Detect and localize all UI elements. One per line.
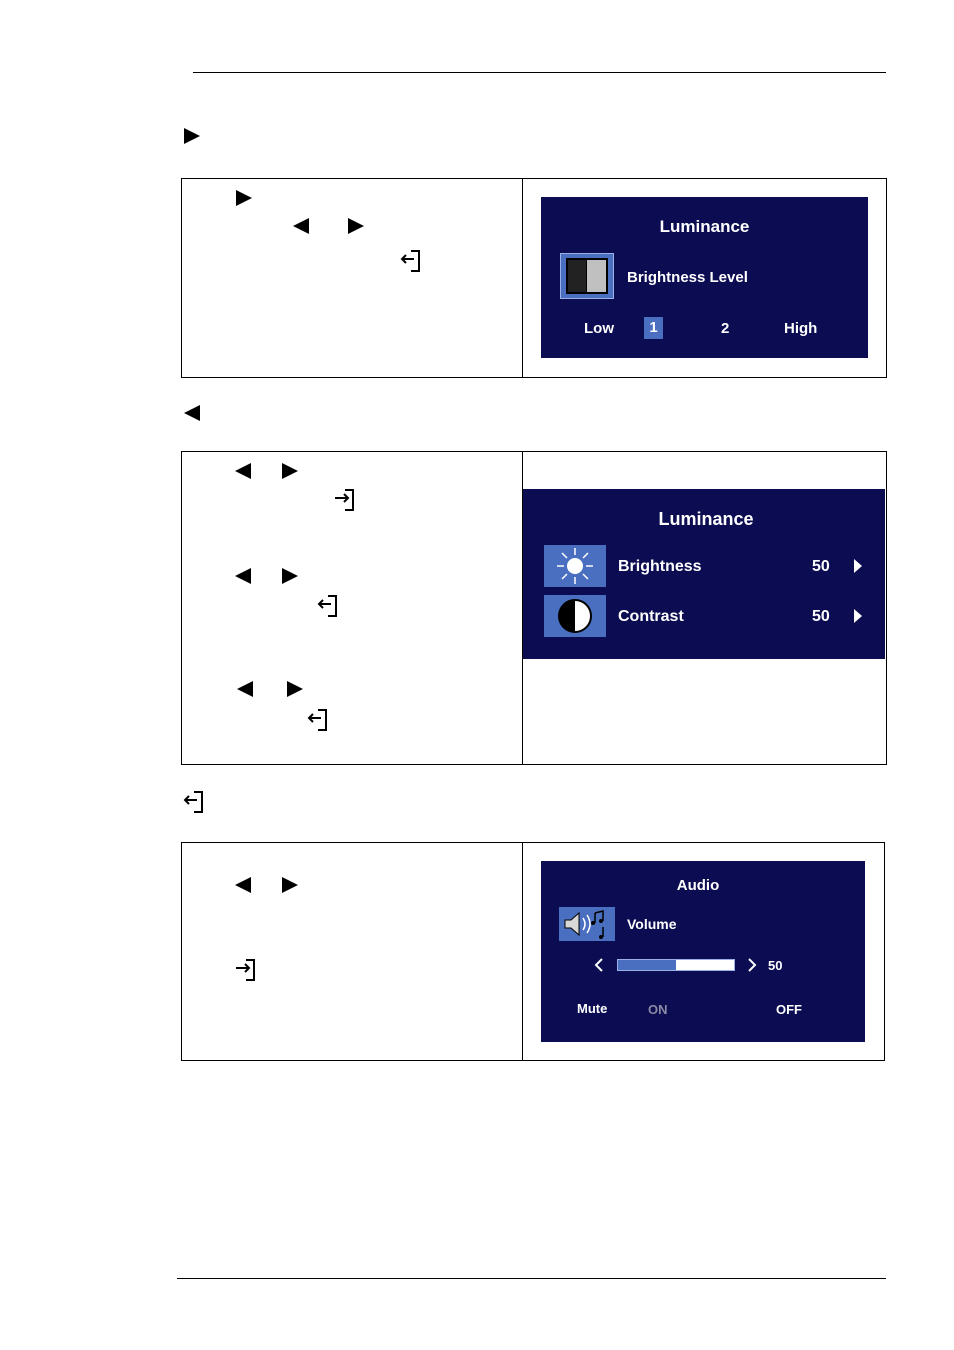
contrast-label: Contrast [618, 608, 684, 625]
exit-icon [399, 249, 423, 273]
mute-on-option[interactable]: ON [648, 1002, 668, 1017]
left-arrow-icon [293, 218, 309, 234]
right-arrow-icon [184, 128, 200, 144]
option-high[interactable]: High [784, 320, 818, 337]
mute-label: Mute [577, 1001, 608, 1016]
osd-title: Luminance [659, 217, 750, 236]
volume-slider-fill [618, 960, 676, 970]
top-rule [193, 72, 886, 73]
right-arrow-icon [287, 681, 303, 697]
osd-luminance [523, 489, 885, 659]
option-2[interactable]: 2 [721, 320, 730, 337]
left-arrow-icon [235, 568, 251, 584]
right-arrow-icon [282, 877, 298, 893]
speaker-icon [559, 907, 615, 941]
column-divider [522, 843, 523, 1060]
chevron-right-icon[interactable] [748, 958, 756, 972]
osd-brightness-level [541, 197, 868, 358]
osd-item-label: Brightness Level [627, 269, 748, 286]
enter-icon [333, 488, 357, 512]
volume-value: 50 [768, 958, 783, 973]
exit-icon [316, 594, 340, 618]
chevron-right-icon[interactable] [853, 558, 863, 574]
right-arrow-icon [348, 218, 364, 234]
sun-icon [544, 545, 606, 587]
contrast-value: 50 [812, 608, 830, 625]
right-arrow-icon [282, 463, 298, 479]
right-arrow-icon [236, 190, 252, 206]
contrast-icon [544, 595, 606, 637]
osd-title: Audio [676, 877, 720, 894]
osd-title: Luminance [658, 509, 754, 529]
left-arrow-icon [235, 877, 251, 893]
mute-off-option[interactable]: OFF [776, 1002, 802, 1017]
chevron-left-icon[interactable] [595, 958, 603, 972]
option-low[interactable]: Low [584, 320, 614, 337]
brightness-label: Brightness [618, 558, 702, 575]
brightness-level-icon [560, 253, 614, 299]
brightness-value: 50 [812, 558, 830, 575]
enter-icon [234, 958, 258, 982]
exit-icon [182, 790, 206, 814]
osd-audio [541, 861, 865, 1042]
left-arrow-icon [235, 463, 251, 479]
chevron-right-icon[interactable] [853, 608, 863, 624]
bottom-rule [177, 1278, 886, 1279]
volume-slider-track[interactable] [617, 959, 735, 971]
left-arrow-icon [237, 681, 253, 697]
column-divider [522, 179, 523, 377]
option-1[interactable]: 1 [644, 317, 663, 339]
left-arrow-icon [184, 405, 200, 421]
exit-icon [306, 708, 330, 732]
right-arrow-icon [282, 568, 298, 584]
volume-label: Volume [627, 916, 677, 932]
